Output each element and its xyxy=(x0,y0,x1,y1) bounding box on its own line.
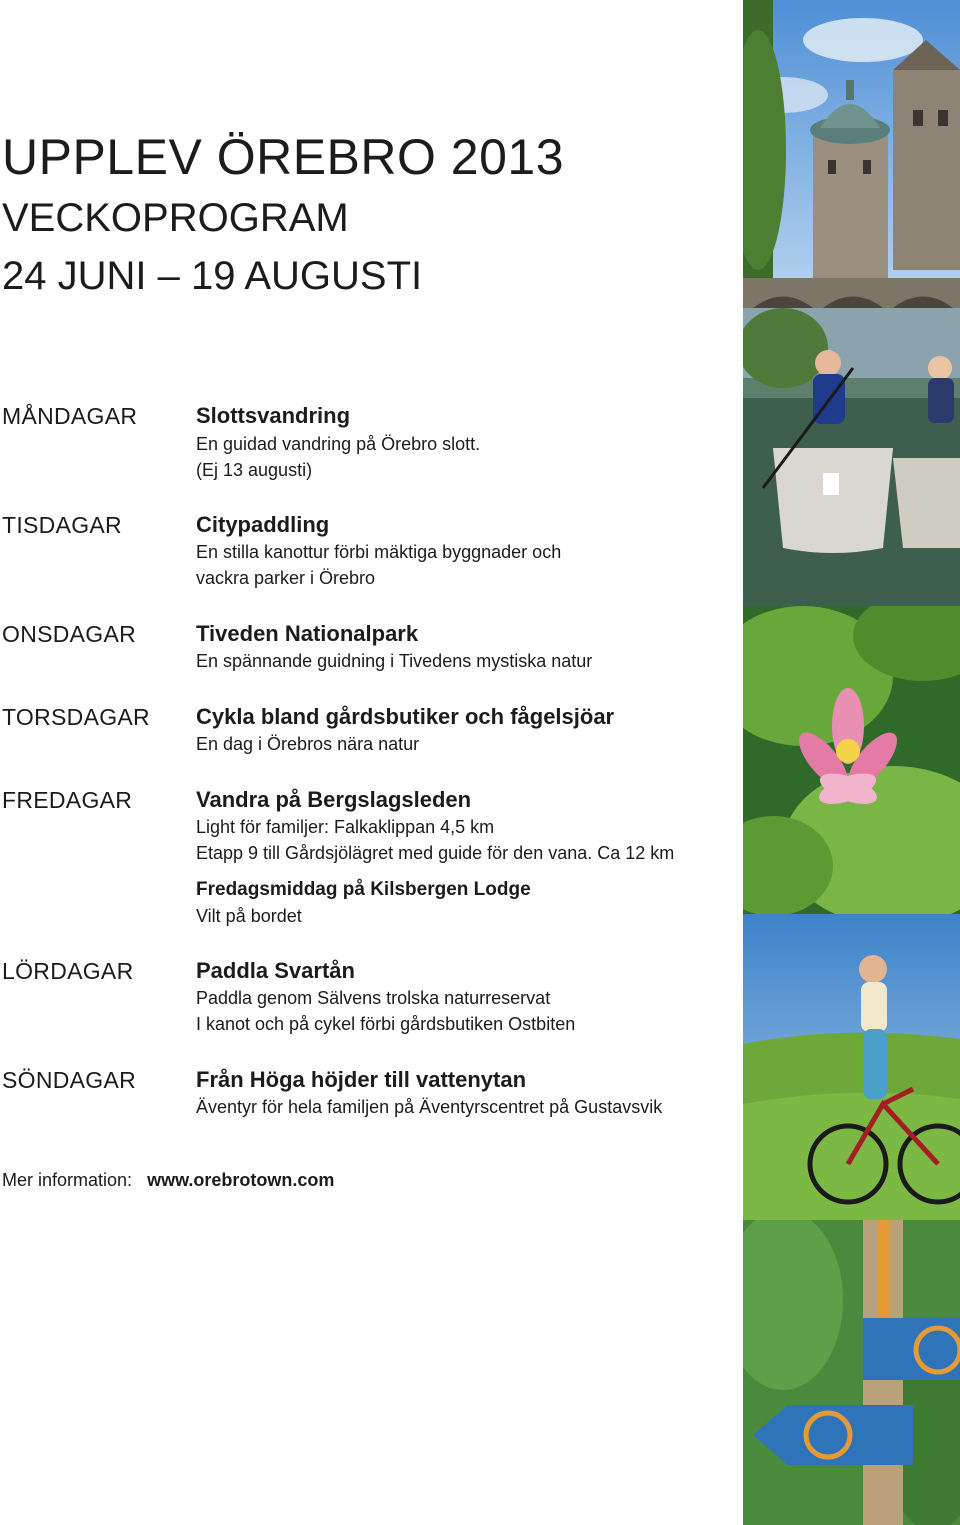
day-label-saturday: LÖRDAGAR xyxy=(2,958,134,984)
day-label-sunday: SÖNDAGAR xyxy=(2,1067,137,1093)
event-title-sunday: Från Höga höjder till vattenytan xyxy=(196,1067,527,1092)
day-label-thursday: TORSDAGAR xyxy=(2,704,150,730)
event-line: Light för familjer: Falkaklippan 4,5 km xyxy=(196,817,495,837)
event-line: vackra parker i Örebro xyxy=(196,568,376,588)
cyclist-photo xyxy=(743,914,960,1220)
event-line: Vilt på bordet xyxy=(196,906,302,926)
event-line: En guidad vandring på Örebro slott. xyxy=(196,434,481,454)
event-line: I kanot och på cykel förbi gårdsbutiken Ostbiten xyxy=(196,1014,576,1034)
trail-sign-photo xyxy=(743,1220,960,1525)
day-label-tuesday: TISDAGAR xyxy=(2,512,122,538)
more-info xyxy=(2,1170,334,1191)
event-title-thursday: Cykla bland gårdsbutiker och fågelsjöar xyxy=(196,704,615,729)
event-line: (Ej 13 augusti) xyxy=(196,460,313,480)
event-title-tuesday: Citypaddling xyxy=(196,512,330,537)
event-title-wednesday: Tiveden Nationalpark xyxy=(196,621,419,646)
event-title-friday-dinner: Fredagsmiddag på Kilsbergen Lodge xyxy=(196,879,531,900)
event-line: Äventyr för hela familjen på Äventyrscentret på Gustavsvik xyxy=(196,1097,663,1117)
event-line: Paddla genom Sälvens trolska naturreservat xyxy=(196,988,551,1008)
website-link[interactable]: www.orebrotown.com xyxy=(147,1170,335,1190)
more-info-label: Mer information: xyxy=(2,1170,133,1190)
event-line: En spännande guidning i Tivedens mystiska natur xyxy=(196,651,593,671)
page-subtitle: VECKOPROGRAM xyxy=(2,196,349,240)
day-label-friday: FREDAGAR xyxy=(2,787,133,813)
page-title: UPPLEV ÖREBRO 2013 xyxy=(2,129,565,185)
castle-photo xyxy=(743,0,960,308)
canoe-photo xyxy=(743,308,960,606)
day-label-monday: MÅNDAGAR xyxy=(2,403,138,429)
water-lily-photo xyxy=(743,606,960,914)
event-line: Etapp 9 till Gårdsjölägret med guide för den vana. Ca 12 km xyxy=(196,843,675,863)
photo-strip xyxy=(743,0,960,1525)
day-label-wednesday: ONSDAGAR xyxy=(2,621,137,647)
date-range: 24 JUNI – 19 AUGUSTI xyxy=(2,254,423,298)
event-line: En stilla kanottur förbi mäktiga byggnader och xyxy=(196,542,562,562)
event-title-friday: Vandra på Bergslagsleden xyxy=(196,787,472,812)
event-line: En dag i Örebros nära natur xyxy=(196,734,420,754)
event-title-monday: Slottsvandring xyxy=(196,403,351,428)
event-title-saturday: Paddla Svartån xyxy=(196,958,355,983)
